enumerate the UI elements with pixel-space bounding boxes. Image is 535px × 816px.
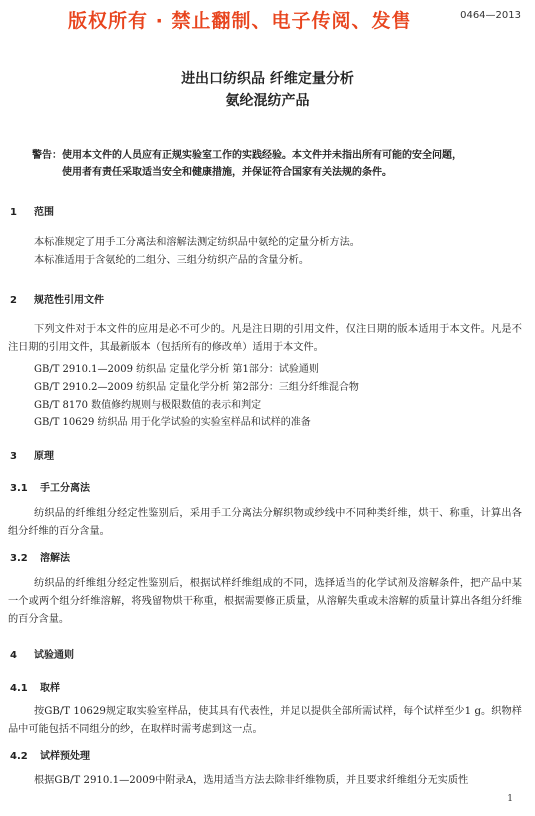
normative-references-intro: 下列文件对于本文件的应用是必不可少的。凡是注日期的引用文件，仅注日期的版本适用于本文件。凡是不注日期的引用文件，其最新版本（包括所有的修改单）适用于本文件。 bbox=[8, 324, 522, 353]
reference-item: GB/T 10629 纺织品 用于化学试验的实验室样品和试样的准备 bbox=[34, 417, 311, 428]
warning-line-1: 警告：使用本文件的人员应有正规实验室工作的实践经验。本文件并未指出所有可能的安全问题， bbox=[32, 150, 462, 161]
scope-paragraph-2: 本标准适用于含氨纶的二组分、三组分纺织产品的含量分析。 bbox=[34, 255, 310, 266]
page-number: 1 bbox=[507, 794, 513, 804]
section-title: 规范性引用文件 bbox=[34, 295, 104, 306]
section-title: 溶解法 bbox=[40, 553, 70, 564]
section-title: 试验通则 bbox=[34, 650, 74, 661]
section-title: 试样预处理 bbox=[40, 751, 90, 762]
section-title: 原理 bbox=[34, 451, 54, 462]
section-number: 2 bbox=[10, 295, 17, 306]
document-subtitle: 氨纶混纺产品 bbox=[225, 93, 310, 109]
section-heading-1 bbox=[10, 203, 54, 218]
section-title: 取样 bbox=[40, 683, 60, 694]
section-heading-3 bbox=[10, 447, 54, 462]
dissolution-paragraph: 纺织品的纤维组分经定性鉴别后，根据试样纤维组成的不同，选择适当的化学试剂及溶解条件，把产品中某一个或两个组分纤维溶解，将残留物烘干称重，根据需要修正质量，从溶解失重或未溶解的质量计算出各组分纤维的百分含量。 bbox=[8, 578, 522, 625]
section-number: 4.1 bbox=[10, 683, 28, 694]
sampling-paragraph: 按GB/T 10629规定取实验室样品，使其具有代表性，并足以提供全部所需试样，每个试样至少1 g。织物样品中可能包括不同组分的纱，在取样时需考虑到这一点。 bbox=[8, 706, 522, 735]
section-number: 3.2 bbox=[10, 553, 28, 564]
section-title: 手工分离法 bbox=[40, 483, 90, 494]
document-number: 0464—2013 bbox=[460, 10, 521, 21]
section-title: 范围 bbox=[34, 207, 54, 218]
section-number: 4 bbox=[10, 650, 17, 661]
pretreatment-paragraph: 根据GB/T 2910.1—2009中附录A，选用适当方法去除非纤维物质，并且要求纤维组分无实质性 bbox=[34, 775, 469, 786]
section-heading-2 bbox=[10, 291, 104, 306]
section-number: 4.2 bbox=[10, 751, 28, 762]
copyright-watermark: 版权所有 · 禁止翻制、电子传阅、发售 bbox=[68, 10, 412, 32]
reference-item: GB/T 8170 数值修约规则与极限数值的表示和判定 bbox=[34, 400, 262, 411]
section-heading-4 bbox=[10, 646, 74, 661]
document-title: 进出口纺织品 纤维定量分析 bbox=[181, 71, 354, 87]
section-number: 1 bbox=[10, 207, 17, 218]
section-number: 3 bbox=[10, 451, 17, 462]
subsection-heading-4-2 bbox=[10, 747, 90, 762]
section-number: 3.1 bbox=[10, 483, 28, 494]
subsection-heading-3-2 bbox=[10, 549, 70, 564]
subsection-heading-4-1 bbox=[10, 679, 60, 694]
reference-item: GB/T 2910.1—2009 纺织品 定量化学分析 第1部分：试验通则 bbox=[34, 364, 319, 375]
warning-line-2: 使用者有责任采取适当安全和健康措施，并保证符合国家有关法规的条件。 bbox=[62, 167, 392, 178]
manual-separation-paragraph: 纺织品的纤维组分经定性鉴别后，采用手工分离法分解织物或纱线中不同种类纤维，烘干、称重，计算出各组分纤维的百分含量。 bbox=[8, 508, 522, 537]
reference-item: GB/T 2910.2—2009 纺织品 定量化学分析 第2部分：三组分纤维混合物 bbox=[34, 382, 359, 393]
subsection-heading-3-1 bbox=[10, 479, 90, 494]
scope-paragraph-1: 本标准规定了用手工分离法和溶解法测定纺织品中氨纶的定量分析方法。 bbox=[34, 237, 360, 248]
